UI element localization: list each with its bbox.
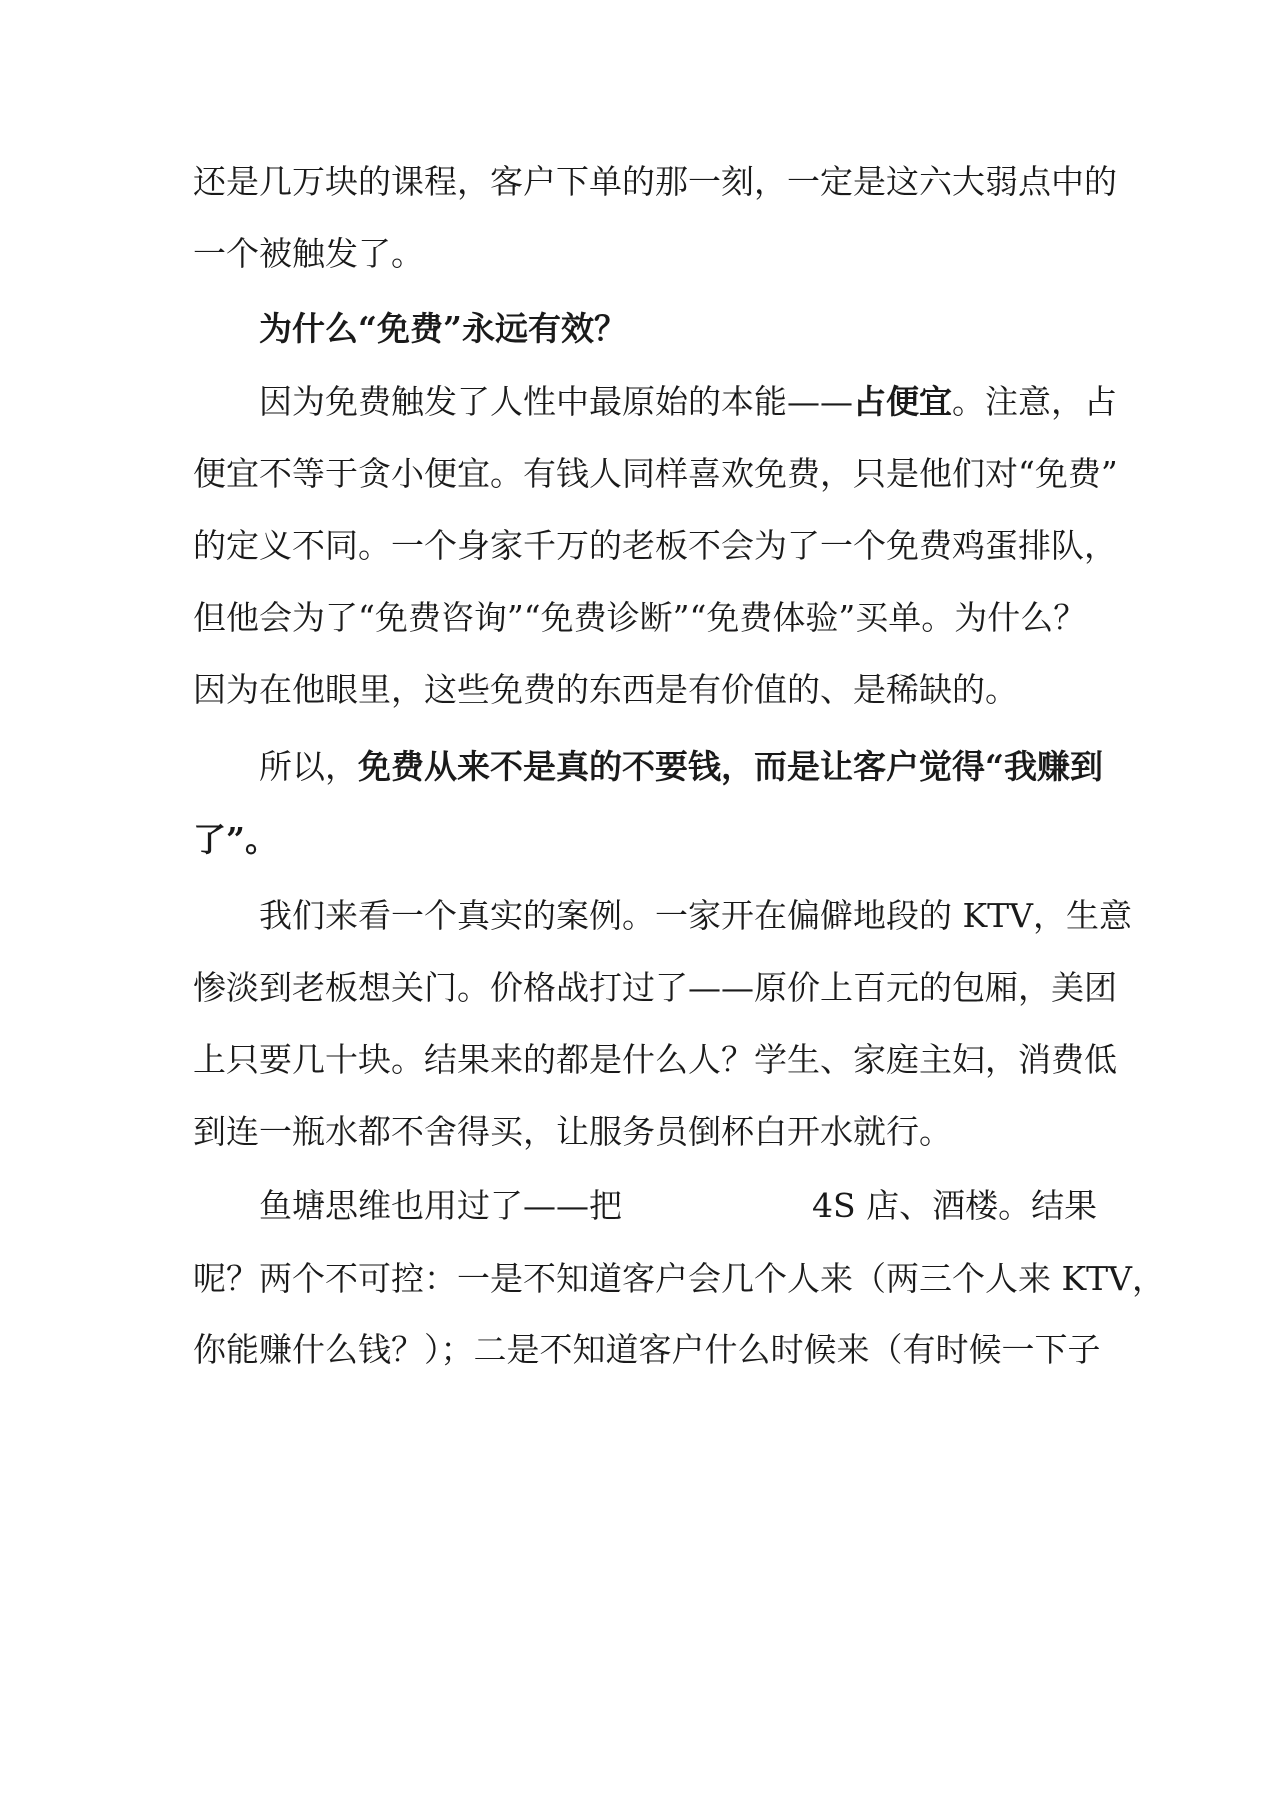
- text-line: 一个被触发了。: [193, 234, 424, 273]
- text-line: 了”。: [193, 820, 278, 859]
- text-line: 呢？两个不可控：一是不知道客户会几个人来（两三个人来 KTV，: [193, 1259, 1165, 1298]
- text-line: 的定义不同。一个身家千万的老板不会为了一个免费鸡蛋排队，: [193, 526, 1117, 565]
- text-line: 因为在他眼里，这些免费的东西是有价值的、是稀缺的。: [193, 670, 1018, 709]
- text-line: 你能赚什么钱？）；二是不知道客户什么时候来（有时候一下子: [193, 1330, 1101, 1369]
- text-line: 所以，免费从来不是真的不要钱，而是让客户觉得“我赚到: [259, 747, 1103, 786]
- bold-phrase: 占便宜: [853, 382, 952, 421]
- text-line: 鱼塘思维也用过了——把 4S 店、酒楼。结果: [259, 1186, 1098, 1225]
- text-line: 还是几万块的课程，客户下单的那一刻，一定是这六大弱点中的: [193, 162, 1117, 201]
- text-line: 因为免费触发了人性中最原始的本能——占便宜。注意，占: [259, 382, 1117, 421]
- text-line: 便宜不等于贪小便宜。有钱人同样喜欢免费，只是他们对“免费”: [193, 454, 1118, 493]
- text-line: 上只要几十块。结果来的都是什么人？学生、家庭主妇，消费低: [193, 1040, 1117, 1079]
- text-line: 惨淡到老板想关门。价格战打过了——原价上百元的包厢，美团: [193, 968, 1117, 1007]
- text-line: 到连一瓶水都不舍得买，让服务员倒杯白开水就行。: [193, 1112, 952, 1151]
- text-line: 但他会为了“免费咨询”“免费诊断”“免费体验”买单。为什么？: [193, 598, 1087, 637]
- text-line: 我们来看一个真实的案例。一家开在偏僻地段的 KTV，生意: [259, 896, 1132, 935]
- bold-phrase: 免费从来不是真的不要钱，而是让客户觉得“我赚到: [358, 747, 1103, 786]
- section-heading: 为什么“免费”永远有效？: [259, 309, 627, 348]
